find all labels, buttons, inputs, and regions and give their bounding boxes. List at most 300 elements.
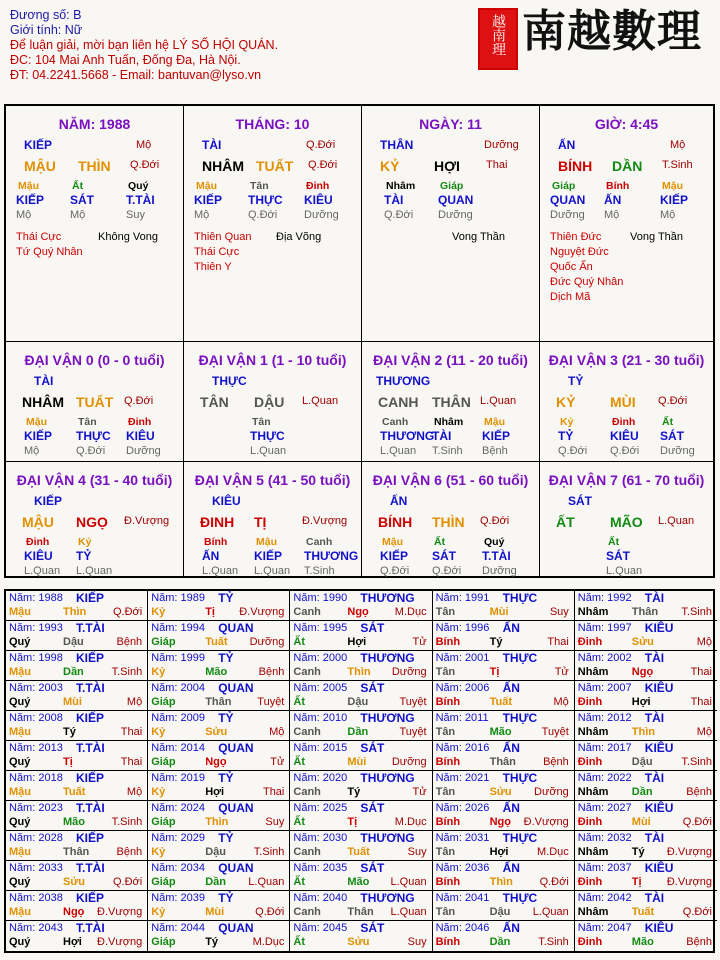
- year-god: QUAN: [218, 681, 254, 695]
- year-phase: Dưỡng: [391, 666, 427, 678]
- year-cell: [148, 891, 290, 921]
- subject-gender: Giới tính: Nữ: [10, 23, 83, 37]
- year-label: Năm: 2044: [151, 922, 205, 934]
- year-stem: Quý: [9, 756, 31, 768]
- hidden-stem: Nhâm: [386, 180, 416, 192]
- pillar-stem-phase: Dưỡng: [484, 139, 519, 151]
- year-phase: Bệnh: [543, 756, 569, 768]
- luck-god: SÁT: [568, 494, 592, 508]
- year-god: TỶ: [218, 771, 234, 785]
- year-stem: Mậu: [9, 786, 31, 798]
- hidden-phase: Mộ: [660, 209, 676, 221]
- year-cell: [290, 621, 432, 651]
- year-god: THỰC: [502, 591, 538, 605]
- hidden-phase: Mộ: [16, 209, 32, 221]
- year-phase: Đ.Vượng: [523, 816, 569, 828]
- star: Nguyệt Đức: [550, 246, 609, 258]
- luck-title: ĐẠI VẬN 1 (1 - 10 tuổi): [198, 352, 347, 368]
- year-branch: Sửu: [631, 636, 654, 648]
- year-cell: [6, 831, 148, 861]
- year-stem: Tân: [435, 786, 456, 798]
- luck-hidden-god: KIẾP: [24, 429, 53, 443]
- luck-title: ĐẠI VẬN 4 (31 - 40 tuổi): [16, 472, 173, 488]
- year-stem: Đinh: [577, 936, 603, 948]
- year-cell: [290, 681, 432, 711]
- year-phase: Đ.Vượng: [239, 606, 285, 618]
- year-label: Năm: 2024: [151, 802, 205, 814]
- year-stem: Ất: [293, 696, 305, 708]
- year-phase: T.Sinh: [681, 606, 712, 618]
- year-cell: [433, 681, 575, 711]
- luck-hidden-phase: T.Sinh: [304, 565, 335, 577]
- year-branch: Hợi: [631, 696, 651, 708]
- luck-hidden-phase: L.Quan: [76, 565, 113, 577]
- header-info: [10, 8, 278, 83]
- luck-phase: Đ.Vượng: [302, 515, 348, 527]
- pillar-2: [362, 106, 540, 342]
- year-phase: Đ.Vượng: [666, 846, 712, 858]
- star-2: Vong Thần: [452, 231, 506, 243]
- year-stem: Ất: [293, 936, 305, 948]
- year-cell: [290, 741, 432, 771]
- year-label: Năm: 2012: [577, 712, 632, 724]
- year-stem: Kỷ: [151, 846, 166, 858]
- luck-hidden-god: THỰC: [250, 429, 285, 443]
- year-stem: Kỷ: [151, 906, 166, 918]
- luck-phase: L.Quan: [480, 395, 517, 407]
- hidden-god: KIẾP: [660, 193, 689, 207]
- luck-hidden-stem: Canh: [306, 536, 333, 548]
- luck-hidden-stem: Mậu: [256, 536, 277, 548]
- year-stem: Mậu: [9, 726, 31, 738]
- year-god: T.TÀI: [76, 681, 105, 695]
- year-phase: Q.Đới: [682, 906, 712, 918]
- pillar-1: [184, 106, 362, 342]
- year-branch: Ngọ: [205, 756, 227, 768]
- year-cell: [433, 831, 575, 861]
- year-label: Năm: 2010: [293, 712, 348, 724]
- year-cell: [148, 861, 290, 891]
- year-branch: Thân: [63, 846, 90, 858]
- year-phase: Dưỡng: [534, 786, 569, 798]
- year-god: THỰC: [502, 831, 538, 845]
- year-god: THỰC: [502, 771, 538, 785]
- year-phase: Suy: [265, 816, 285, 828]
- year-branch: Sửu: [347, 936, 370, 948]
- year-branch: Mùi: [489, 606, 509, 618]
- year-label: Năm: 2023: [9, 802, 63, 814]
- year-god: TÀI: [644, 651, 665, 665]
- year-label: Năm: 2007: [577, 682, 632, 694]
- year-label: Năm: 2002: [577, 652, 632, 664]
- year-label: Năm: 2008: [9, 712, 63, 724]
- year-branch: Mùi: [205, 906, 225, 918]
- luck-hidden-phase: Q.Đới: [558, 445, 588, 457]
- luck-title: ĐẠI VẬN 5 (41 - 50 tuổi): [194, 472, 351, 488]
- luck-hidden-phase: L.Quan: [606, 565, 643, 577]
- star-2: Không Vong: [98, 231, 158, 243]
- year-branch: Tị: [205, 606, 215, 618]
- year-stem: Bính: [435, 936, 461, 948]
- hidden-stem: Mậu: [196, 180, 217, 192]
- year-stem: Mậu: [9, 606, 31, 618]
- luck-title: ĐẠI VẬN 0 (0 - 0 tuổi): [24, 352, 165, 368]
- year-cell: [148, 711, 290, 741]
- pillar-title: THÁNG: 10: [235, 116, 310, 132]
- year-label: Năm: 1989: [151, 592, 205, 604]
- year-branch: Dần: [63, 666, 84, 678]
- luck-stem: KỶ: [556, 394, 576, 410]
- year-cell: [6, 651, 148, 681]
- luck-title: ĐẠI VẬN 7 (61 - 70 tuổi): [548, 472, 705, 488]
- year-cell: [575, 741, 717, 771]
- year-stem: Mậu: [9, 906, 31, 918]
- year-label: Năm: 1997: [577, 622, 632, 634]
- year-stem: Nhâm: [577, 606, 609, 618]
- year-branch: Dậu: [347, 696, 369, 708]
- luck-hidden-god: THƯƠNG: [380, 429, 435, 443]
- year-label: Năm: 2005: [293, 682, 348, 694]
- luck-hidden-phase: L.Quan: [254, 565, 291, 577]
- hidden-phase: Mộ: [70, 209, 86, 221]
- year-phase: L.Quan: [390, 906, 427, 918]
- year-phase: Thai: [690, 666, 712, 678]
- year-phase: Thai: [262, 786, 285, 798]
- luck-cycle-3: [540, 342, 713, 462]
- year-god: ẤN: [502, 621, 520, 635]
- seal-text: 越南理: [490, 14, 506, 56]
- year-phase: Dưỡng: [391, 756, 427, 768]
- pillar-branch: DẦN: [612, 158, 643, 174]
- year-phase: Thai: [690, 696, 712, 708]
- star: Quốc Ấn: [550, 261, 593, 273]
- luck-branch: TỊ: [254, 514, 267, 530]
- pillar-branch: THÌN: [78, 158, 111, 174]
- year-god: TÀI: [644, 711, 665, 725]
- luck-hidden-stem: Tân: [252, 416, 271, 428]
- year-label: Năm: 2011: [435, 712, 489, 724]
- luck-god: THỰC: [212, 374, 247, 388]
- year-phase: T.Sinh: [681, 756, 712, 768]
- hidden-god: KIẾP: [194, 193, 223, 207]
- luck-hidden-stem: Ất: [434, 536, 446, 548]
- year-phase: M.Dục: [394, 816, 427, 828]
- star: Thái Cực: [16, 231, 62, 243]
- year-branch: Mão: [489, 726, 512, 738]
- luck-god: KIÊU: [212, 494, 241, 508]
- luck-hidden-god: TỶ: [558, 429, 574, 443]
- year-stem: Nhâm: [577, 906, 609, 918]
- year-label: Năm: 2017: [577, 742, 632, 754]
- year-phase: Bệnh: [258, 666, 285, 678]
- contact-line: Để luận giải, mời bạn liên hệ LÝ SỐ HỘI QUÁN.: [10, 38, 279, 52]
- year-phase: M.Dục: [394, 606, 427, 618]
- year-cell: [6, 921, 148, 951]
- year-phase: T.Sinh: [538, 936, 569, 948]
- annual-table: [4, 589, 715, 953]
- year-cell: [575, 861, 717, 891]
- year-phase: Tử: [412, 636, 427, 648]
- year-branch: Sửu: [63, 876, 86, 888]
- hidden-god: KIÊU: [304, 193, 333, 207]
- year-cell: [6, 861, 148, 891]
- year-branch: Thân: [205, 696, 232, 708]
- luck-phase: L.Quan: [658, 515, 695, 527]
- year-stem: Canh: [293, 606, 321, 618]
- luck-hidden-phase: L.Quan: [202, 565, 239, 577]
- luck-branch: MÃO: [610, 514, 643, 530]
- luck-stem: NHÂM: [22, 394, 64, 410]
- year-cell: [6, 801, 148, 831]
- year-label: Năm: 2013: [9, 742, 63, 754]
- year-label: Năm: 1990: [293, 592, 348, 604]
- luck-hidden-phase: Dưỡng: [126, 445, 161, 457]
- year-phase: Tuyệt: [257, 696, 285, 708]
- year-stem: Canh: [293, 906, 321, 918]
- year-god: THƯƠNG: [360, 591, 415, 605]
- year-branch: Tuất: [63, 786, 86, 798]
- year-phase: Q.Đới: [682, 816, 712, 828]
- year-god: TÀI: [644, 591, 665, 605]
- year-branch: Sửu: [489, 786, 512, 798]
- year-god: KIẾP: [76, 771, 105, 785]
- hidden-god: T.TÀI: [126, 193, 155, 207]
- year-branch: Ngọ: [631, 666, 654, 678]
- year-branch: Mão: [205, 666, 228, 678]
- year-branch: Tuất: [489, 696, 512, 708]
- luck-phase: Đ.Vượng: [124, 515, 170, 527]
- year-stem: Tân: [435, 606, 456, 618]
- year-branch: Sửu: [205, 726, 228, 738]
- luck-cycle-0: [6, 342, 184, 462]
- year-god: SÁT: [360, 861, 385, 875]
- year-cell: [433, 621, 575, 651]
- year-branch: Dần: [631, 786, 653, 798]
- year-branch: Mùi: [631, 816, 651, 828]
- luck-hidden-phase: L.Quan: [24, 565, 61, 577]
- year-phase: Tuyệt: [399, 726, 427, 738]
- year-branch: Thân: [489, 756, 516, 768]
- year-cell: [575, 831, 717, 861]
- year-stem: Bính: [435, 636, 461, 648]
- year-cell: [290, 771, 432, 801]
- year-stem: Ất: [293, 876, 305, 888]
- year-label: Năm: 1995: [293, 622, 348, 634]
- pillar-stem-god: KIẾP: [24, 138, 53, 152]
- year-phase: Q.Đới: [255, 906, 285, 918]
- year-cell: [148, 681, 290, 711]
- year-branch: Mùi: [63, 696, 82, 708]
- year-phase: Mộ: [696, 726, 712, 738]
- star: Dịch Mã: [550, 291, 591, 303]
- luck-hidden-god: SÁT: [432, 549, 456, 563]
- year-stem: Giáp: [151, 756, 176, 768]
- year-god: KIÊU: [644, 921, 674, 935]
- year-branch: Tý: [347, 786, 361, 798]
- pillar-stem: KỶ: [380, 158, 400, 174]
- year-god: SÁT: [360, 681, 385, 695]
- year-label: Năm: 2037: [577, 862, 632, 874]
- year-cell: [148, 591, 290, 621]
- year-stem: Quý: [9, 876, 31, 888]
- year-phase: Suy: [407, 936, 427, 948]
- luck-god: KIẾP: [34, 494, 63, 508]
- year-god: ẤN: [502, 681, 520, 695]
- year-cell: [148, 651, 290, 681]
- year-phase: M.Dục: [537, 846, 569, 858]
- year-god: THƯƠNG: [360, 651, 415, 665]
- year-cell: [6, 591, 148, 621]
- year-label: Năm: 1999: [151, 652, 205, 664]
- year-label: Năm: 2047: [577, 922, 632, 934]
- year-label: Năm: 2045: [293, 922, 348, 934]
- year-stem: Kỷ: [151, 666, 166, 678]
- luck-branch: DẬU: [254, 394, 285, 410]
- luck-hidden-god: KIẾP: [380, 549, 409, 563]
- year-god: SÁT: [360, 741, 385, 755]
- luck-hidden-stem: Ất: [608, 536, 620, 548]
- year-god: ẤN: [502, 801, 520, 815]
- year-label: Năm: 2000: [293, 652, 348, 664]
- year-label: Năm: 2031: [435, 832, 490, 844]
- luck-phase: Q.Đới: [658, 395, 688, 407]
- luck-phase: Q.Đới: [480, 515, 510, 527]
- year-label: Năm: 2042: [577, 892, 632, 904]
- hidden-stem: Giáp: [440, 180, 464, 192]
- luck-branch: NGỌ: [76, 514, 108, 530]
- red-seal-logo: [478, 8, 518, 70]
- year-god: KIÊU: [644, 861, 674, 875]
- year-label: Năm: 2038: [9, 892, 63, 904]
- year-cell: [433, 771, 575, 801]
- year-label: Năm: 2003: [9, 682, 63, 694]
- year-phase: Thai: [120, 726, 143, 738]
- year-phase: L.Quan: [390, 876, 427, 888]
- star: Tứ Quý Nhân: [16, 246, 83, 258]
- year-stem: Bính: [435, 696, 461, 708]
- year-god: KIẾP: [76, 831, 105, 845]
- year-god: TỶ: [218, 831, 234, 845]
- year-branch: Mão: [347, 876, 370, 888]
- year-stem: Quý: [9, 696, 31, 708]
- luck-branch: TUẤT: [76, 394, 114, 410]
- year-god: KIÊU: [644, 681, 674, 695]
- star: Thiên Y: [194, 261, 232, 273]
- year-label: Năm: 2034: [151, 862, 205, 874]
- year-label: Năm: 2027: [577, 802, 632, 814]
- luck-god: TỶ: [568, 374, 584, 388]
- year-label: Năm: 2028: [9, 832, 63, 844]
- year-label: Năm: 2020: [293, 772, 348, 784]
- year-label: Năm: 1991: [435, 592, 490, 604]
- year-god: KIẾP: [76, 591, 105, 605]
- year-phase: L.Quan: [248, 876, 285, 888]
- year-phase: Suy: [407, 846, 427, 858]
- phone-email-line[interactable]: ĐT: 04.2241.5668 - Email: bantuvan@lyso.vn: [10, 68, 262, 82]
- luck-hidden-phase: Q.Đới: [432, 565, 462, 577]
- year-phase: Thai: [120, 756, 143, 768]
- year-cell: [433, 741, 575, 771]
- year-stem: Nhâm: [577, 726, 609, 738]
- year-god: SÁT: [360, 621, 385, 635]
- year-god: THƯƠNG: [360, 711, 415, 725]
- year-cell: [575, 621, 717, 651]
- luck-hidden-god: THƯƠNG: [304, 549, 359, 563]
- pillar-stem-phase: Mộ: [670, 139, 686, 151]
- year-cell: [6, 621, 148, 651]
- year-label: Năm: 1994: [151, 622, 205, 634]
- luck-stem: TÂN: [200, 394, 229, 410]
- hidden-phase: Mộ: [194, 209, 210, 221]
- pillar-0: [6, 106, 184, 342]
- year-branch: Mùi: [347, 756, 367, 768]
- luck-hidden-god: TÀI: [432, 429, 452, 443]
- year-branch: Tý: [205, 936, 219, 948]
- year-branch: Hợi: [63, 936, 82, 948]
- luck-hidden-stem: Đinh: [128, 416, 152, 428]
- year-god: ẤN: [502, 921, 520, 935]
- luck-hidden-phase: Mộ: [24, 445, 40, 457]
- pillar-phase: T.Sinh: [662, 159, 693, 171]
- pillar-title: GIỜ: 4:45: [594, 116, 659, 132]
- luck-hidden-phase: Q.Đới: [380, 565, 410, 577]
- luck-branch: THÂN: [432, 394, 471, 410]
- year-god: TÀI: [644, 891, 665, 905]
- year-phase: T.Sinh: [111, 816, 143, 828]
- pillar-stem-god: TÀI: [202, 138, 222, 152]
- hidden-phase: Suy: [126, 209, 145, 221]
- year-label: Năm: 2022: [577, 772, 632, 784]
- year-stem: Nhâm: [577, 666, 609, 678]
- year-stem: Ất: [293, 816, 305, 828]
- luck-cycle-2: [362, 342, 540, 462]
- year-branch: Hợi: [489, 846, 509, 858]
- pillar-title: NGÀY: 11: [419, 116, 482, 132]
- year-phase: Tử: [412, 786, 427, 798]
- hidden-phase: Q.Đới: [248, 209, 278, 221]
- year-branch: Thìn: [631, 726, 656, 738]
- year-label: Năm: 2030: [293, 832, 348, 844]
- year-label: Năm: 2016: [435, 742, 490, 754]
- year-god: QUAN: [218, 921, 254, 935]
- year-phase: Tuyệt: [541, 726, 569, 738]
- year-branch: Tuất: [347, 846, 370, 858]
- year-stem: Tân: [435, 846, 456, 858]
- year-phase: Đ.Vượng: [97, 936, 143, 948]
- pillar-title: NĂM: 1988: [58, 116, 131, 132]
- year-stem: Quý: [9, 816, 31, 828]
- year-label: Năm: 2014: [151, 742, 205, 754]
- hidden-phase: Mộ: [604, 209, 620, 221]
- year-branch: Thìn: [63, 606, 87, 618]
- year-cell: [148, 801, 290, 831]
- luck-hidden-phase: Bệnh: [482, 445, 508, 457]
- pillar-3: [540, 106, 713, 342]
- luck-cycle-5: [184, 462, 362, 578]
- pillar-stem-god: THÂN: [380, 138, 414, 152]
- year-branch: Tý: [63, 726, 76, 738]
- year-branch: Dậu: [205, 846, 226, 858]
- luck-hidden-god: SÁT: [660, 429, 684, 443]
- year-cell: [433, 801, 575, 831]
- luck-branch: MÙI: [610, 394, 636, 410]
- year-label: Năm: 1998: [9, 652, 63, 664]
- year-stem: Đinh: [577, 816, 603, 828]
- year-branch: Dậu: [631, 756, 653, 768]
- luck-hidden-phase: Dưỡng: [660, 445, 695, 457]
- luck-hidden-stem: Canh: [382, 416, 409, 428]
- year-label: Năm: 1992: [577, 592, 632, 604]
